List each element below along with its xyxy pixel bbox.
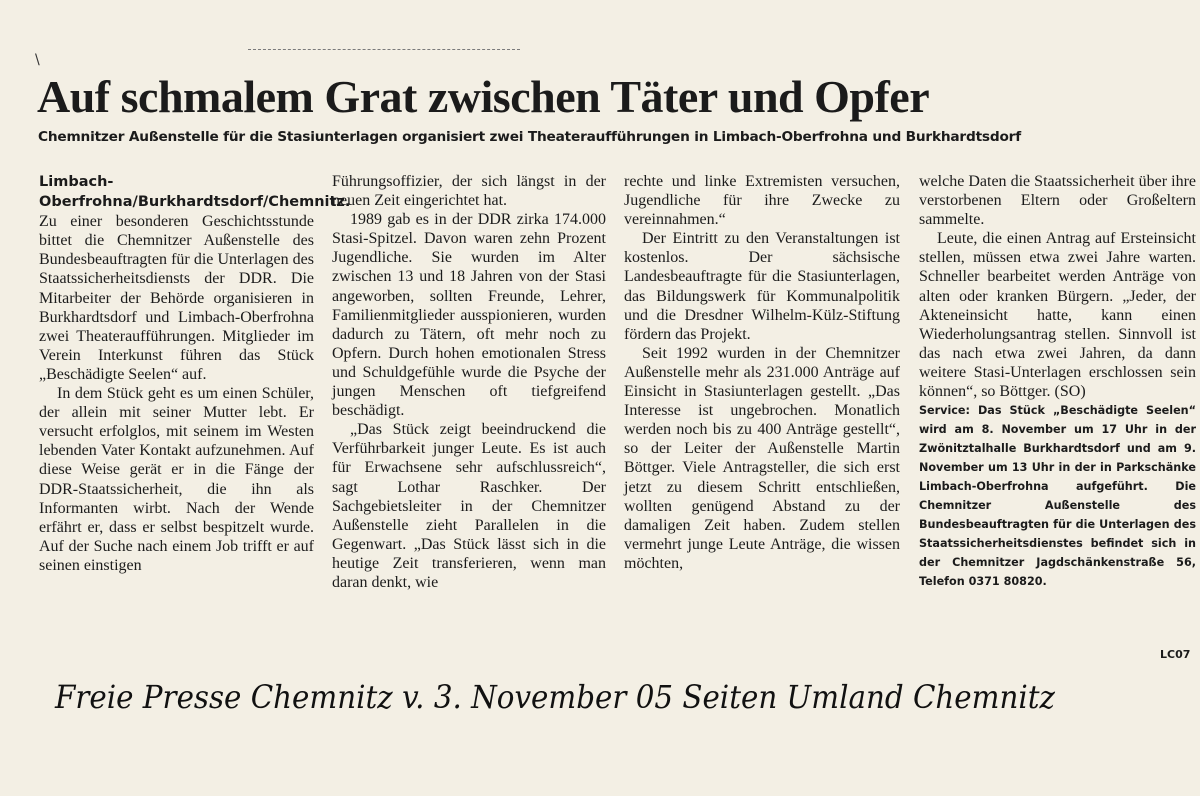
paragraph: Zu einer besonderen Geschichtsstunde bittet die Chemnitzer Außenstelle des Bundesbeauftragten für die Unterlagen des Staatssicherheitsdiensts der DDR. Die Mitarbeiter der Behörde organisieren in Burkhardtsdorf und Limbach-Oberfrohna zwei Theateraufführungen. Mitglieder im Verein Interkunst führen das Stück „Beschädigte Seelen“ auf. <box>39 213 314 383</box>
service-box <box>919 401 1196 591</box>
paragraph: In dem Stück geht es um einen Schüler, der allein mit seiner Mutter lebt. Er versucht erfolglos, mit seinem im Westen lebenden Vater Kontakt aufzunehmen. Auf diese Weise gerät er in die Fänge der DDR-Staatssicherheit, die ihn als Informanten wirbt. Nach der Wende erfährt er, dass er selbst bespitzelt wurde. Auf der Suche nach einem Job trifft er auf seinen einstigen <box>39 385 314 574</box>
handwriting-svg <box>55 668 1115 728</box>
paragraph: Leute, die einen Antrag auf Ersteinsicht stellen, müssen etwa zwei Jahre warten. Schneller bearbeitet werden Anträge von alten oder kranken Bürgern. „Jeder, der Akteneinsicht hatte, kann einen Wiederholungsantrag stellen. Sinnvoll ist das nach etwa zwei Jahren, da dann weitere Stasi-Unterlagen erschlossen sein können“, so Böttger. (SO) <box>919 230 1196 401</box>
paragraph: Der Eintritt zu den Veranstaltungen ist kostenlos. Der sächsische Landesbeauftragte für die Stasiunterlagen, das Bildungswerk für Kommunalpolitik und die Dresdner Wilhelm-Külz-Stiftung fördern das Projekt. <box>624 230 900 343</box>
handwritten-note <box>55 668 1115 728</box>
paragraph: Führungsoffizier, der sich längst in der neuen Zeit eingerichtet hat. <box>332 173 606 210</box>
paragraph: „Das Stück zeigt beeindruckend die Verführbarkeit junger Leute. Es ist auch für Erwachsene sehr aufschlussreich“, sagt Lothar Raschker. Der Sachgebietsleiter in der Chemnitzer Außenstelle zieht Parallelen in die Gegenwart. „Das Stück lässt sich in die heutige Zeit transferieren, wenn man daran denkt, wie <box>332 421 606 591</box>
top-divider <box>248 49 520 50</box>
service-label: Service: <box>919 404 970 418</box>
column-4 <box>919 172 1196 628</box>
column-3 <box>624 172 900 628</box>
dateline: Limbach-Oberfrohna/Burkhardtsdorf/Chemnitz. <box>39 174 351 211</box>
column-2 <box>332 172 606 628</box>
column-1 <box>39 172 351 628</box>
paragraph: welche Daten die Staatssicherheit über ihre verstorbenen Eltern oder Großeltern sammelte. <box>919 173 1196 229</box>
scan-mark: \ <box>35 52 40 68</box>
paragraph: 1989 gab es in der DDR zirka 174.000 Stasi-Spitzel. Davon waren zehn Prozent Jugendliche. Sie wurden im Alter zwischen 13 und 18 Jahren von der Stasi angeworben, sollten Freunde, Lehrer, Familienmitglieder ausspionieren, wurden dadurch zu Tätern, oft mehr noch zu Opfern. Durch hohen emotionalen Stress und Schuldgefühle wurde die Psyche der jungen Menschen oft tiefgreifend beschädigt. <box>332 211 606 420</box>
page-code: LC07 <box>1160 648 1191 661</box>
headline: Auf schmalem Grat zwischen Täter und Opfer <box>37 71 930 122</box>
paragraph: Seit 1992 wurden in der Chemnitzer Außenstelle mehr als 231.000 Anträge auf Einsicht in Stasiunterlagen gestellt. „Das Interesse ist ungebrochen. Monatlich werden noch bis zu 400 Anträge gestellt“, so der Leiter der Außenstelle Martin Böttger. Viele Antragsteller, die sich erst jetzt zu diesem Schritt entschließen, wollten genügend Abstand zu der damaligen Zeit haben. Zudem stellen vermehrt junge Leute Anträge, die wissen möchten, <box>624 344 900 572</box>
subheadline: Chemnitzer Außenstelle für die Stasiunterlagen organisiert zwei Theateraufführungen in Limbach-Oberfrohna und Burkhardtsdorf <box>38 129 1021 145</box>
handwritten-text: Freie Presse Chemnitz v. 3. November 05 Seiten Umland Chemnitz <box>54 678 1057 716</box>
paragraph: rechte und linke Extremisten versuchen, Jugendliche für ihre Zwecke zu vereinnahmen.“ <box>624 173 900 229</box>
service-text: Das Stück „Beschädigte Seelen“ wird am 8. November um 17 Uhr in der Zwönitztalhalle Burkhardtsdorf und am 9. November um 13 Uhr in der in Parkschänke Limbach-Oberfrohna aufgeführt. Die Chemnitzer Außenstelle des Bundesbeauftragten für die Unterlagen des Staatssicherheitsdienstes befindet sich in der Chemnitzer Jagdschänkenstraße 56, Telefon 0371 80820. <box>919 404 1196 589</box>
